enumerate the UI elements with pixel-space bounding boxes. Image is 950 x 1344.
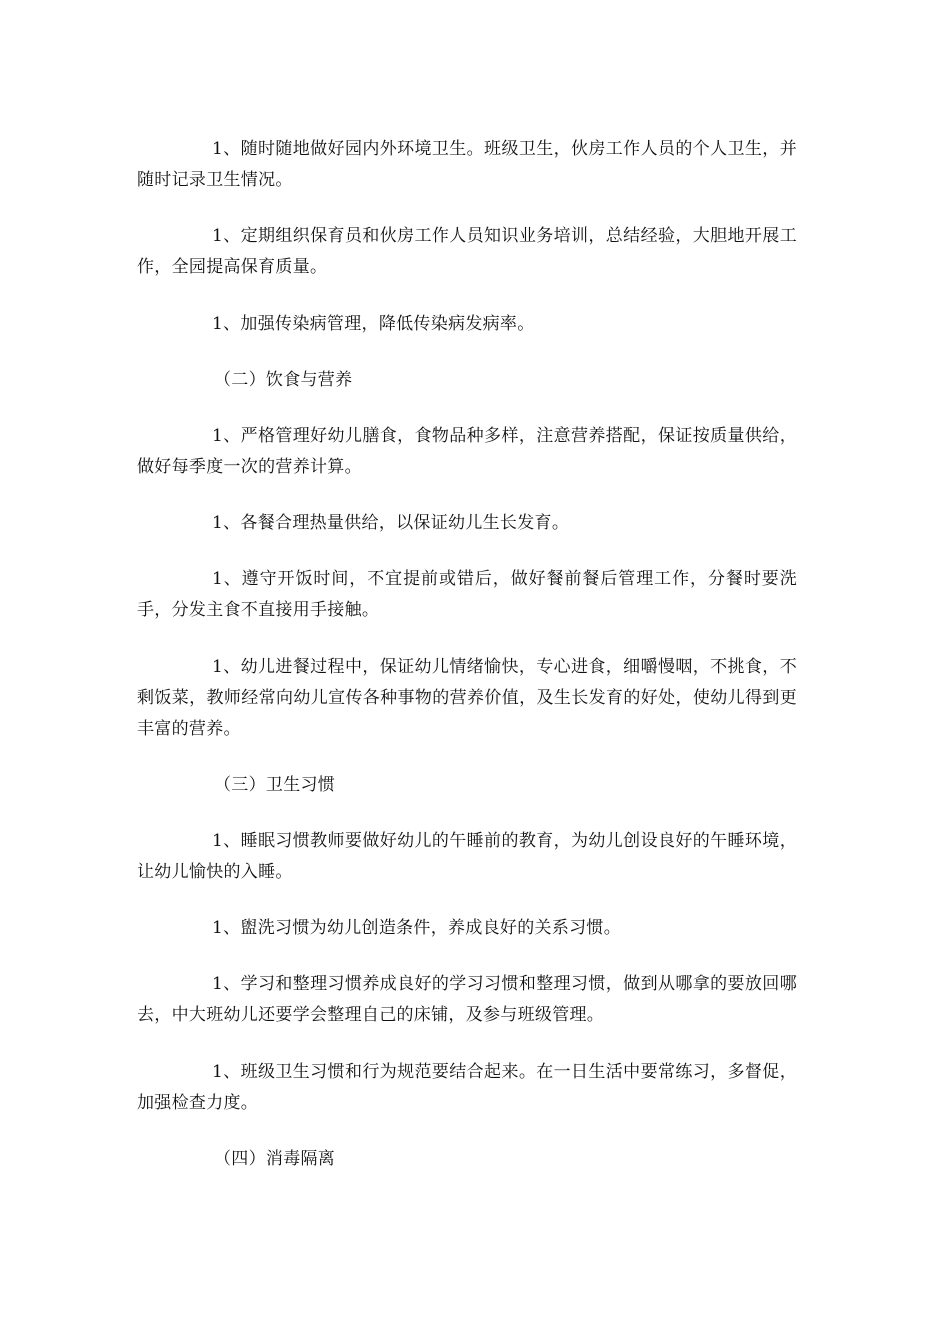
paragraph-eating-process: 1、幼儿进餐过程中，保证幼儿情绪愉快，专心进食，细嚼慢咽，不挑食，不剩饭菜，教师经常向幼儿宣传各种事物的营养价值，及生长发育的好处，使幼儿得到更丰富的营养。	[137, 657, 797, 739]
section-heading-diet-nutrition: （二）饮食与营养	[214, 370, 353, 390]
paragraph-meal-time: 1、遵守开饭时间，不宜提前或错后，做好餐前餐后管理工作，分餐时要洗手，分发主食不直接用手接触。	[137, 569, 797, 620]
paragraph-study-tidy-habits: 1、学习和整理习惯养成良好的学习习惯和整理习惯，做到从哪拿的要放回哪去，中大班幼儿还要学会整理自己的床铺，及参与班级管理。	[137, 974, 797, 1025]
paragraph-calorie-supply: 1、各餐合理热量供给，以保证幼儿生长发育。	[212, 513, 570, 533]
paragraph-diet-management: 1、严格管理好幼儿膳食，食物品种多样，注意营养搭配，保证按质量供给，做好每季度一次的营养计算。	[137, 426, 797, 477]
section-heading-hygiene-habits: （三）卫生习惯	[214, 775, 336, 795]
paragraph-washing-habits: 1、盥洗习惯为幼儿创造条件，养成良好的关系习惯。	[212, 918, 622, 938]
paragraph-sleep-habits: 1、睡眠习惯教师要做好幼儿的午睡前的教育，为幼儿创设良好的午睡环境，让幼儿愉快的入睡。	[137, 831, 797, 882]
paragraph-class-hygiene-behavior: 1、班级卫生习惯和行为规范要结合起来。在一日生活中要常练习，多督促，加强检查力度。	[137, 1062, 797, 1113]
section-heading-disinfection-isolation: （四）消毒隔离	[214, 1149, 336, 1169]
paragraph-staff-training: 1、定期组织保育员和伙房工作人员知识业务培训，总结经验，大胆地开展工作，全园提高保育质量。	[137, 226, 797, 277]
paragraph-infectious-disease: 1、加强传染病管理，降低传染病发病率。	[212, 314, 535, 334]
paragraph-environment-hygiene: 1、随时随地做好园内外环境卫生。班级卫生，伙房工作人员的个人卫生，并随时记录卫生情况。	[137, 139, 797, 190]
